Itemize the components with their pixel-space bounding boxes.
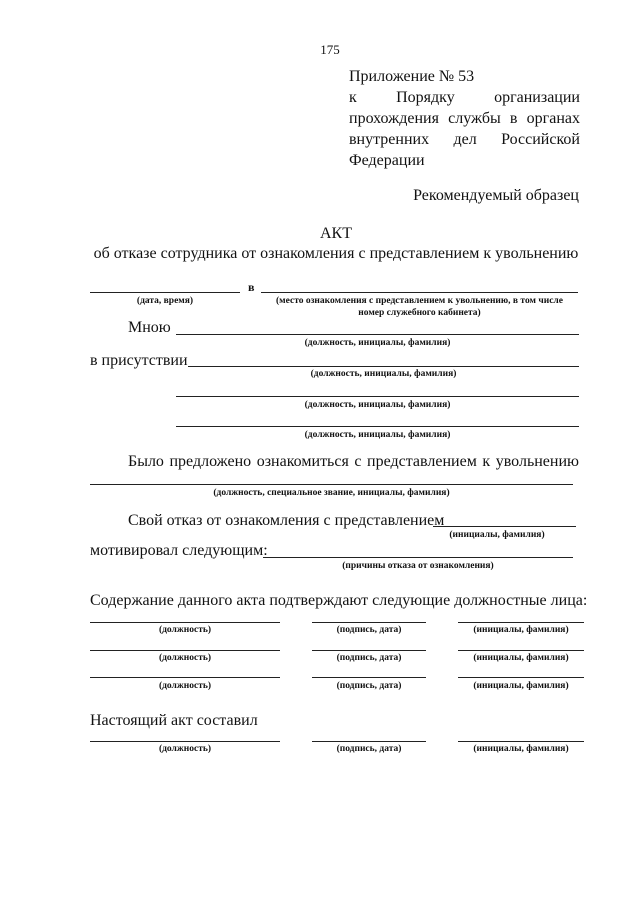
official-position-field-3[interactable]	[90, 677, 280, 678]
offered-word: увольнению	[495, 453, 579, 470]
offered-word: к	[482, 453, 491, 470]
appendix-word: органах	[526, 110, 580, 127]
appendix-line4	[349, 131, 580, 149]
official-position-caption-1: (должность)	[158, 625, 212, 635]
reasons-caption: (причины отказа от ознакомления)	[342, 561, 494, 571]
offered-line	[128, 453, 579, 471]
official-signature-field-1[interactable]	[312, 622, 426, 623]
appendix-word: внутренних	[349, 131, 430, 148]
employee-field[interactable]	[90, 484, 573, 485]
motivated-label: мотивировал следующим:	[90, 542, 268, 559]
offered-word: предложено	[169, 453, 252, 470]
appendix-word: дел	[453, 131, 477, 148]
witness-field-1[interactable]	[188, 366, 579, 367]
compiler-position-caption: (должность)	[158, 744, 212, 754]
sample-label: Рекомендуемый образец	[413, 187, 579, 204]
compiler-signature-field[interactable]	[312, 741, 426, 742]
appendix-line5: Федерации	[349, 152, 425, 169]
place-field[interactable]	[261, 292, 578, 293]
author-field[interactable]	[176, 334, 579, 335]
offered-word: ознакомиться	[256, 453, 349, 470]
official-signature-caption-1: (подпись, дата)	[336, 625, 402, 635]
official-initials-field-1[interactable]	[458, 622, 584, 623]
compiler-initials-field[interactable]	[458, 741, 584, 742]
witness-caption-2: (должность, инициалы, фамилия)	[304, 400, 451, 410]
official-initials-caption-3: (инициалы, фамилия)	[473, 681, 569, 691]
witness-field-2[interactable]	[176, 396, 579, 397]
refusal-label: Свой отказ от ознакомления с представлением	[128, 512, 445, 529]
appendix-word: к	[349, 89, 357, 106]
appendix-word: прохождения	[349, 110, 439, 127]
refusal-initials-field[interactable]	[433, 526, 576, 527]
place-caption: (место ознакомления с представлением к увольнению, в том числе	[276, 296, 563, 306]
appendix-line2	[349, 89, 580, 107]
confirm-label: Содержание данного акта подтверждают следующие должностные лица:	[90, 592, 588, 609]
appendix-word: в	[509, 110, 518, 127]
page-number: 175	[320, 42, 340, 57]
witness-caption-1: (должность, инициалы, фамилия)	[310, 369, 457, 379]
appendix-word: Порядку	[396, 89, 455, 106]
official-position-field-1[interactable]	[90, 622, 280, 623]
place-caption-2: номер служебного кабинета)	[358, 308, 481, 318]
official-initials-field-2[interactable]	[458, 650, 584, 651]
document-subtitle: об отказе сотрудника от ознакомления с представлением к увольнению	[93, 245, 579, 262]
witness-field-3[interactable]	[176, 426, 579, 427]
appendix-line1: Приложение № 53	[349, 68, 475, 85]
date-time-field[interactable]	[90, 292, 240, 293]
appendix-line3	[349, 110, 580, 128]
date-time-caption: (дата, время)	[136, 296, 194, 306]
witness-caption-3: (должность, инициалы, фамилия)	[304, 430, 451, 440]
author-caption: (должность, инициалы, фамилия)	[304, 338, 451, 348]
mnoyu-label: Мною	[128, 319, 171, 336]
compiler-signature-caption: (подпись, дата)	[336, 744, 402, 754]
official-signature-field-3[interactable]	[312, 677, 426, 678]
offered-word: представлением	[367, 453, 477, 470]
official-initials-caption-2: (инициалы, фамилия)	[473, 653, 569, 663]
v-label: в	[248, 280, 255, 294]
appendix-word: организации	[494, 89, 580, 106]
document-title: АКТ	[320, 225, 352, 242]
compiler-initials-caption: (инициалы, фамилия)	[473, 744, 569, 754]
offered-word: Было	[128, 453, 164, 470]
offered-word: с	[354, 453, 362, 470]
official-signature-caption-2: (подпись, дата)	[336, 653, 402, 663]
in-presence-label: в присутствии	[90, 352, 188, 369]
official-initials-field-3[interactable]	[458, 677, 584, 678]
official-initials-caption-1: (инициалы, фамилия)	[473, 625, 569, 635]
reasons-field[interactable]	[263, 557, 573, 558]
official-position-caption-3: (должность)	[158, 681, 212, 691]
appendix-word: Российской	[501, 131, 580, 148]
employee-caption: (должность, специальное звание, инициалы, фамилия)	[213, 488, 450, 498]
appendix-word: службы	[448, 110, 501, 127]
official-signature-field-2[interactable]	[312, 650, 426, 651]
compiled-label: Настоящий акт составил	[90, 712, 258, 729]
official-signature-caption-3: (подпись, дата)	[336, 681, 402, 691]
official-position-caption-2: (должность)	[158, 653, 212, 663]
official-position-field-2[interactable]	[90, 650, 280, 651]
refusal-initials-caption: (инициалы, фамилия)	[449, 530, 545, 540]
compiler-position-field[interactable]	[90, 741, 280, 742]
